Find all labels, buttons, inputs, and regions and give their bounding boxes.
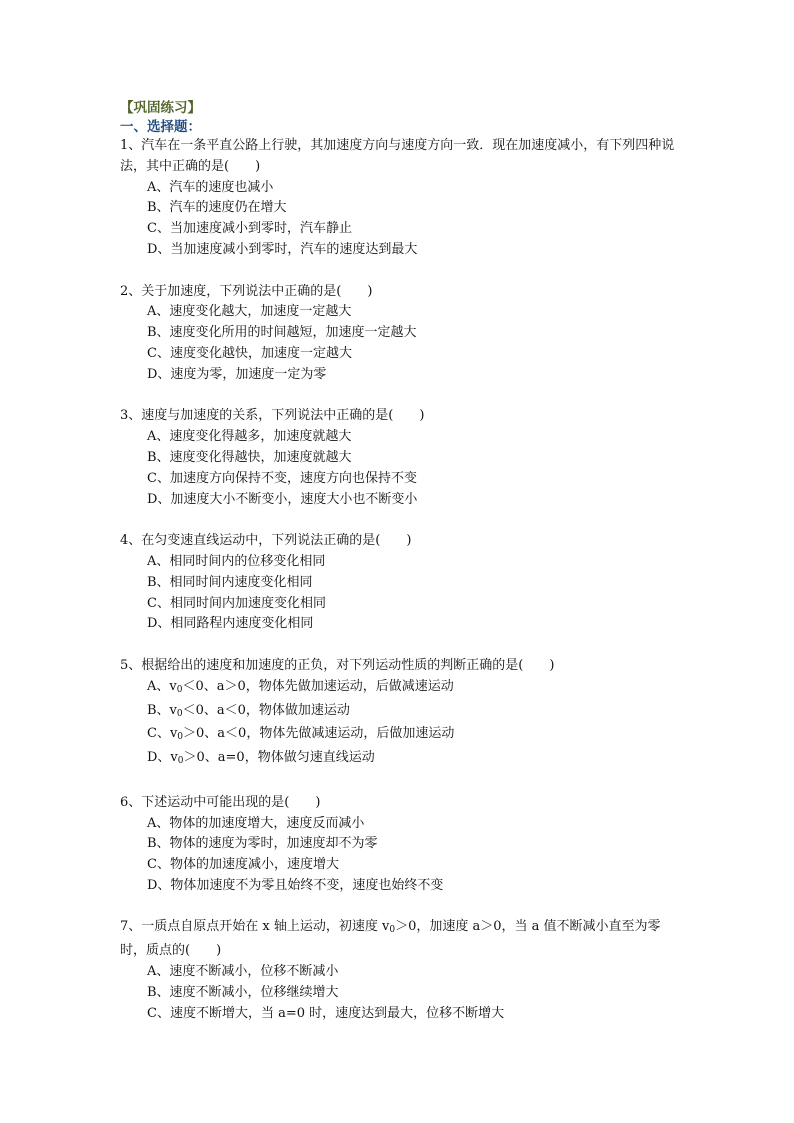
question-6 xyxy=(120,793,680,897)
subscript: 0 xyxy=(177,756,184,767)
option-label: C、v xyxy=(147,726,178,742)
option-label: A、v xyxy=(147,678,177,694)
option-d: D、加速度大小不断变小，速度大小也不断变小 xyxy=(147,491,418,507)
option-text: ＞0、a=0，物体做匀速直线运动 xyxy=(183,750,375,766)
option-a: A、相同时间内的位移变化相同 xyxy=(147,553,326,569)
option-label: B、v xyxy=(147,702,177,718)
option-a: A、速度变化越大，加速度一定越大 xyxy=(147,304,352,320)
option-c: C、物体的加速度减小，速度增大 xyxy=(147,857,339,873)
option-b: B、速度不断减小，位移继续增大 xyxy=(147,984,339,1000)
question-5 xyxy=(120,656,680,772)
question-1 xyxy=(120,136,680,261)
stem-after: ＞0，加速度 a＞0，当 a 值不断减小直至为零时，质点的( ) xyxy=(120,919,661,959)
question-3 xyxy=(120,406,680,510)
option-text: ＜0、a＞0，物体先做加速运动，后做减速运动 xyxy=(182,678,454,694)
question-stem: 2、关于加速度，下列说法中正确的是( ) xyxy=(120,283,373,299)
question-stem: 4、在匀变速直线运动中，下列说法正确的是( ) xyxy=(120,533,412,549)
option-a: A、速度变化得越多，加速度就越大 xyxy=(147,429,352,445)
question-2 xyxy=(120,282,680,386)
question-stem: 3、速度与加速度的关系，下列说法中正确的是( ) xyxy=(120,408,425,424)
option-d: D、当加速度减小到零时，汽车的速度达到最大 xyxy=(147,241,418,257)
option-b: B、汽车的速度仍在增大 xyxy=(147,200,287,216)
option-b: B、物体的速度为零时，加速度却不为零 xyxy=(147,836,378,852)
question-stem: 6、下述运动中可能出现的是( ) xyxy=(120,794,321,810)
option-c xyxy=(120,724,680,748)
question-stem: 5、根据给出的速度和加速度的正负，对下列运动性质的判断正确的是( ) xyxy=(120,657,555,673)
subscript: 0 xyxy=(389,925,396,936)
option-a: A、汽车的速度也减小 xyxy=(147,179,274,195)
option-d: D、物体加速度不为零且始终不变，速度也始终不变 xyxy=(147,877,444,893)
worksheet-page xyxy=(120,98,680,1045)
question-stem xyxy=(120,917,680,962)
option-c: C、速度变化越快，加速度一定越大 xyxy=(147,345,352,361)
option-d xyxy=(120,748,680,772)
option-b: B、速度变化所用的时间越短，加速度一定越大 xyxy=(147,325,417,341)
option-b: B、速度变化得越快，加速度就越大 xyxy=(147,449,352,465)
section-title: 【巩固练习】 xyxy=(120,100,201,116)
question-4 xyxy=(120,531,680,635)
option-a: A、物体的加速度增大，速度反而减小 xyxy=(147,815,365,831)
option-b: B、相同时间内速度变化相同 xyxy=(147,574,313,590)
question-7 xyxy=(120,917,680,1024)
option-d: D、相同路程内速度变化相同 xyxy=(147,616,314,632)
stem-before: 7、一质点自原点开始在 x 轴上运动，初速度 v xyxy=(120,919,390,935)
option-c: C、当加速度减小到零时，汽车静止 xyxy=(147,221,352,237)
option-c: C、加速度方向保持不变，速度方向也保持不变 xyxy=(147,470,417,486)
subscript: 0 xyxy=(176,708,183,719)
option-label: D、v xyxy=(147,750,178,766)
option-d: D、速度为零，加速度一定为零 xyxy=(147,366,327,382)
option-a xyxy=(120,677,680,701)
question-stem: 1、汽车在一条平直公路上行驶，其加速度方向与速度方向一致．现在加速度减小，有下列四种说法，其中正确的是( ) xyxy=(120,138,675,174)
option-c: C、速度不断增大，当 a=0 时，速度达到最大，位移不断增大 xyxy=(147,1005,505,1021)
subscript: 0 xyxy=(177,732,184,743)
part-title: 一、选择题： xyxy=(120,119,201,135)
subscript: 0 xyxy=(176,684,183,695)
option-text: ＜0、a＜0，物体做加速运动 xyxy=(182,702,350,718)
option-text: ＞0、a＜0，物体先做减速运动，后做加速运动 xyxy=(183,726,455,742)
option-b xyxy=(120,701,680,725)
option-a: A、速度不断减小，位移不断减小 xyxy=(147,964,339,980)
option-c: C、相同时间内加速度变化相同 xyxy=(147,595,326,611)
